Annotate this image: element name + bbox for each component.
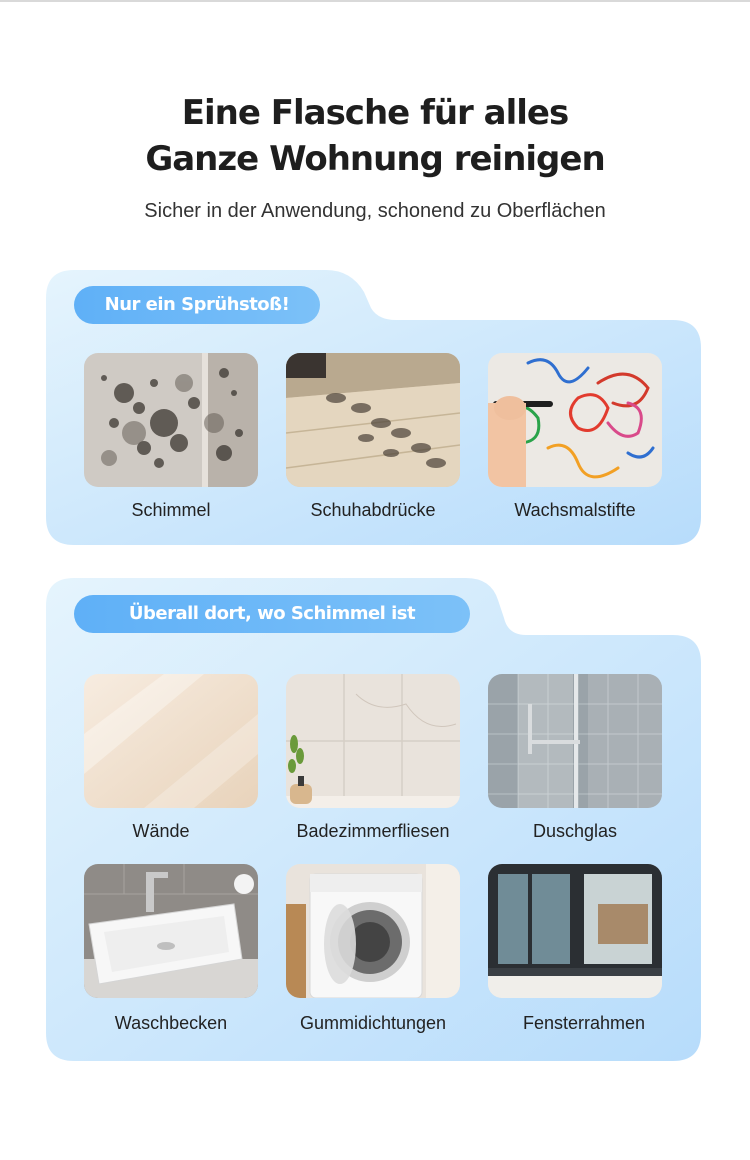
label-shower-glass: Duschglas (532, 821, 618, 841)
image-bathroom-tiles (286, 674, 460, 808)
image-walls (84, 674, 258, 808)
image-sink (84, 864, 258, 998)
image-shoe-prints (286, 353, 460, 487)
label-walls: Wände (132, 821, 190, 841)
page-title-line2: Ganze Wohnung reinigen (145, 139, 605, 179)
page-subtitle: Sicher in der Anwendung, schonend zu Oberflächen (144, 200, 606, 222)
label-bathroom-tiles: Badezimmerfliesen (296, 821, 450, 841)
label-crayons: Wachsmalstifte (514, 500, 636, 520)
image-rubber-seals (286, 864, 460, 998)
image-mold-wall (84, 353, 258, 487)
top-divider (0, 0, 750, 2)
label-rubber-seals: Gummidichtungen (299, 1013, 447, 1033)
label-sink: Waschbecken (114, 1013, 228, 1033)
label-mold: Schimmel (131, 500, 211, 520)
section-badge: Nur ein Sprühstoß! (74, 286, 320, 324)
page-title-line1: Eine Flasche für alles (181, 93, 569, 133)
section-badge: Überall dort, wo Schimmel ist (74, 595, 470, 633)
label-window-frames: Fensterrahmen (522, 1013, 646, 1033)
image-window-frames (488, 864, 662, 998)
section-spray-panel (46, 270, 701, 545)
label-shoe-prints: Schuhabdrücke (310, 500, 436, 520)
image-crayon-wall (488, 353, 662, 487)
section-mold-places-panel (46, 578, 701, 1061)
image-shower-glass (488, 674, 662, 808)
